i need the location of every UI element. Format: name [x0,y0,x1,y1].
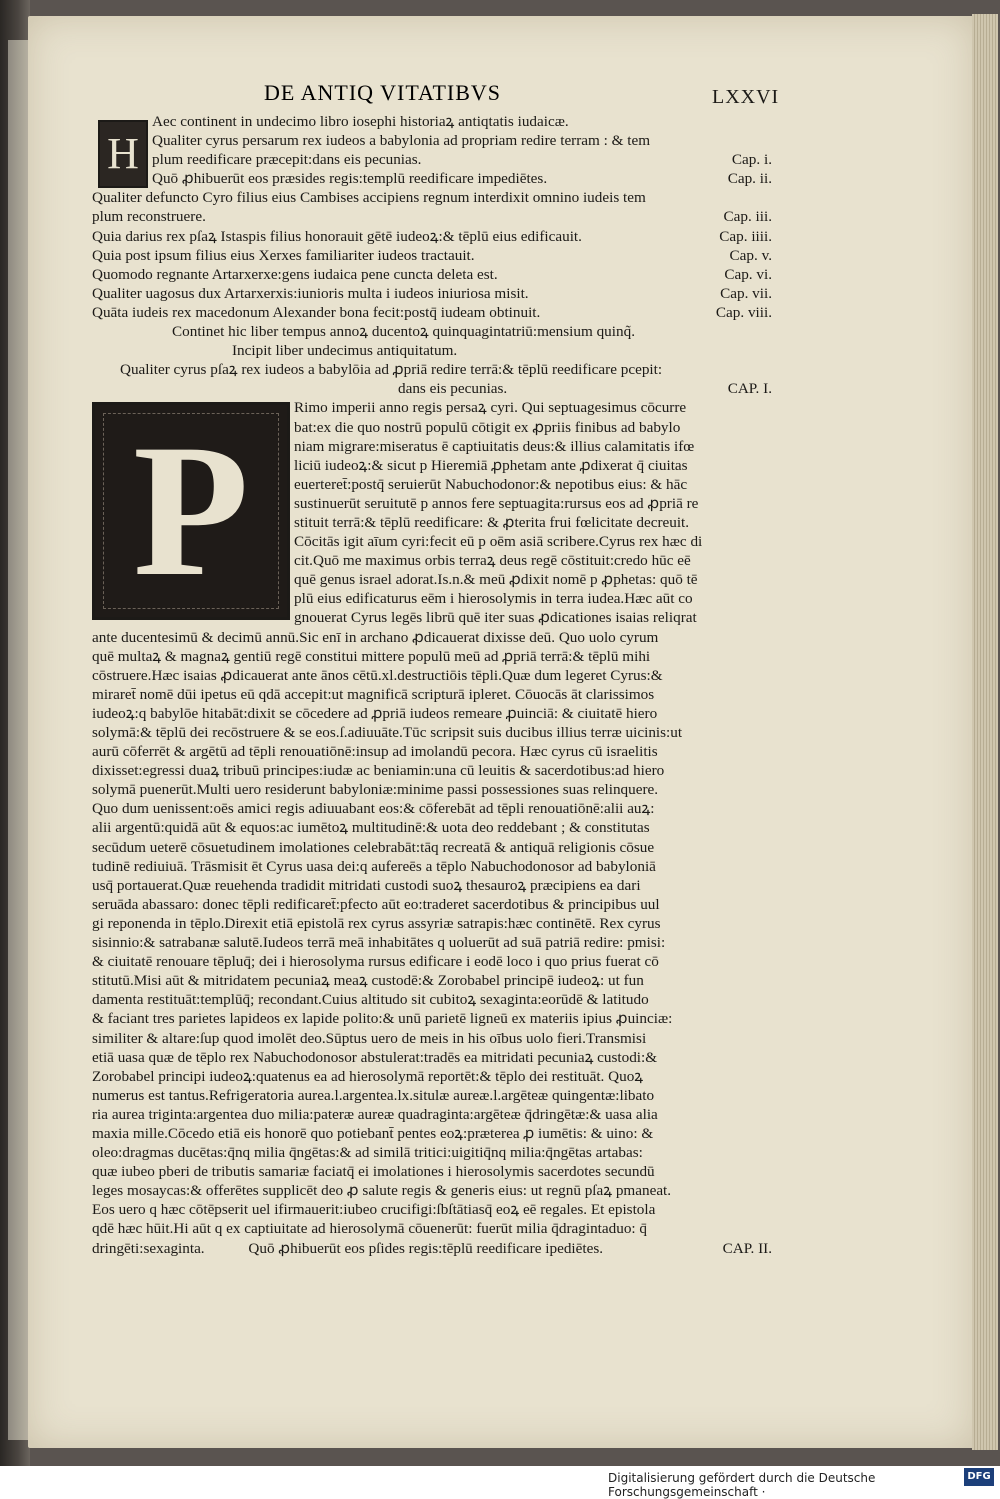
last-text-line: dringēti:sexaginta. [92,1239,205,1257]
toc-text: Quāta iudeis rex macedonum Alexander bona fecit:postq̄ iudeam obtinuit. [92,303,541,321]
toc-cap: Cap. v. [729,246,772,264]
incipit-line: Incipit liber undecimus antiquitatum. [232,342,458,360]
toc-line [92,284,772,303]
chapter-cap: CAP. I. [727,380,772,398]
text-line: & faciant tres parietes lapideos ex lapide polito:& unū parietē ligneū ex materiis ipius ꝓuinciæ: [92,1010,673,1028]
page-edges [972,14,998,1450]
text-line: solymā puenerūt.Multi uero residerunt babyloniæ:minime passi possessiones suas relinquere. [92,781,659,799]
text-line: oleo:dragmas ducētas:q̄nq milia q̄ngētas:& ad similā tritici:uigitiq̄nq milia:q̄ngētas artabas: [92,1144,643,1162]
chapter-title-line [92,379,772,398]
text-line: plū eius edificaturus eēm i hierosolymis in terra iudea.Hæc aūt co [294,590,693,608]
folio-number: LXXVI [712,86,780,108]
text-line: stituit terrā:& tēplū reedificare: & ꝓterita frui fœlicitate decreuit. [294,513,690,531]
toc-text: Quia post ipsum filius eius Xerxes familiariter iudeos tractauit. [92,246,475,264]
text-line: Quo dum uenissent:oēs amici regis adiuuabant eos:& cōferebāt ad tēpli renouatiōnē:alii auꝝ: [92,800,655,818]
toc-text: Qualiter cyrus persarum rex iudeos a babylonia ad propriam redire terram : & tem [152,132,651,150]
text-line: quē multaꝝ & magnaꝝ gentiū regē constitui mittere populū meū ad ꝓpriā terrā:& tēplū mihi [92,647,651,665]
toc-line [92,112,772,131]
text-line: cōstruere.Hæc isaias ꝓdicauerat ante ānos cētū.xl.destructiōis tēpli.Quæ dum legeret Cyrus:& [92,666,663,684]
toc-text: plum reedificare præcepit:dans eis pecunias. [152,151,422,169]
digitization-credit: Digitalisierung gefördert durch die Deutsche Forschungsgemeinschaft · [608,1471,876,1499]
chapter-title-line: Qualiter cyrus pſaꝝ rex iudeos a babylōia ad ꝓpriā redire terrā:& tēplū reedificare pcepit: [120,361,663,379]
toc-text: Qualiter uagosus dux Artarxerxis:iunioris multa i iudeos iniuriosa misit. [92,284,529,302]
text-line: & ciuitatē renouare tēpluq̄; dei i hierosolyma rursus edificare i eodē loco i quo prius fuerat cō [92,953,659,971]
text-line: aurū cōferrēt & argētū ad tēpli renouatiōnē:insup ad imolandū pecora. Hæc cyrus cū israelitis [92,743,658,761]
toc-line [92,227,772,246]
text-body [92,112,772,1258]
text-line: sisinnio:& satrabanæ salutē.Iudeos terrā meā inhabitātes q uoluerūt ad suā patriā redire: pmisi: [92,934,666,952]
text-line: seruāda abassaro: donec tēpli redificaret̄:pfecto aūt eo:traderet sacerdotibus & principibus uul [92,895,660,913]
initial-letter: P [132,406,250,616]
toc-text: Qualiter defuncto Cyro filius eius Cambises accipiens regnum interdixit omnino iudeis tem [92,189,646,207]
toc-line [92,131,772,150]
toc-text: Quia darius rex pſaꝝ Istaspis filius honorauit gētē iudeoꝝ:& tēplū eius edificauit. [92,227,582,245]
text-line: numerus est tantus.Refrigeratoria aurea.l.argentea.lx.situlæ aureæ.l.argēteæ quingentæ:libato [92,1086,655,1104]
toc-line [92,150,772,169]
text-line: damenta restituāt:templūq̄; recondant.Cuius altitudo sit cubitoꝝ sexaginta:eorūdē & latitudo [92,991,649,1009]
text-line: ria aurea triginta:argentea duo milia:pateræ aureæ quadraginta:argēteæ q̄dringētæ:& uasa alia [92,1105,658,1123]
toc-line [92,303,772,322]
toc-cap: Cap. viii. [715,303,772,321]
text-line: gi reponenda in tēplo.Direxit etiā epistolā rex cyrus assyriæ satrapis:hæc continētē. Rex cyrus [92,914,661,932]
text-line: Eos uero q hæc cōtēpserit uel ifirmauerit:iubeo crucifigi:ſbſtātiasq̄ eoꝝ eē regales. Et epistola [92,1201,656,1219]
text-line: iudeoꝝ:q babylōe hitabāt:dixit se cōcedere ad ꝓpriā iudeos remeare ꝓuinciā: & ciuitatē hiero [92,704,658,722]
text-line: alii argentū:quidā aūt & equos:ac iumētoꝝ multitudinē:& uota deo reddebant ; & constitutas [92,819,650,837]
closing-cap: CAP. II. [722,1239,772,1257]
main-text [92,628,772,1239]
toc-cap: Cap. iiii. [719,227,772,245]
toc-line [92,188,772,207]
text-line: liciū iudeoꝝ:& sicut p Hieremiā ꝓphetam ante ꝓdixerat q̄ ciuitas [294,456,688,474]
text-line: quē genus israel adorat.Is.n.& meū ꝓdixit nomē p ꝓphetas: quō tē [294,571,698,589]
text-line: niam migrare:miseratus ē captiuitatis deus:& illius calamitatis ifœ [294,437,695,455]
toc-line [92,169,772,188]
toc-line [92,246,772,265]
toc-text: Quō ꝓhibuerūt eos præsides regis:templū reedificare impediētes. [152,170,548,188]
text-line: leges mosaycas:& offerētes supplicēt deo ꝓ salute regis & generis eius: ut regnū pſaꝝ pmaneat. [92,1182,672,1200]
toc-cap: Cap. vi. [724,265,772,283]
toc-text: Quomodo regnante Artarxerxe:gens iudaica pene cuncta deleta est. [92,265,498,283]
text-line: Cōcitās igit aīum cyri:fecit eū p oēm asiā scribere.Cyrus rex hæc di [294,533,703,551]
toc-cap: Cap. i. [731,151,772,169]
text-line: tudinē rediuiuā. Trāsmisit ēt Cyrus uasa dei:q aufereēs a tēplo Nabuchodonosor ad babyloniā [92,857,656,875]
text-line: solymā:& tēplū dei recōstruere & se eos.ſ.adiuuāte.Tūc scripsit suis ducibus illius terræ uicinis:ut [92,724,683,741]
text-line: usq̄ portauerat.Quæ reuehenda tradidit mitridati custodi suoꝝ thesauroꝝ præcipiens ea dari [92,876,641,894]
text-line: similiter & altare:ſup quod imolēt deo.Sūptus uero de meis in his oībus uolo fieri.Transmisi [92,1029,647,1047]
toc-text: Aec continent in undecimo libro iosephi historiaꝝ antiqtatis iudaicæ. [152,113,569,130]
table-of-contents [92,112,772,322]
decorated-initial-small: H [98,120,148,188]
text-line: maxia mille.Cōcedo etiā eis honorē quo potiebant̄ pentes eoꝝ:præterea ꝓ iumētis: & uino: & [92,1124,654,1142]
text-line: quæ iubeo pberi de tributis samariæ faciatq̄ ei imolationes i hierosolymis sacerdotes secundū [92,1163,655,1181]
text-line: etiā uasa quæ de tēplo rex Nabuchodonosor abstulerat:tradēs ea mitridati pecuniaꝝ custodi:& [92,1048,658,1066]
text-line: Rimo imperii anno regis persaꝝ cyri. Qui septuagesimus cōcurre [294,399,687,417]
text-line: ante ducentesimū & decimū annū.Sic enī in archano ꝓdicauerat dixisse deū. Quo uolo cyrum [92,628,659,646]
dfg-logo: DFG [964,1468,994,1486]
text-line: bat:ex die quo nostrū populū cōtigit ex ꝓpriis finibus ad babylo [294,418,681,436]
closing-heading: dringēti:sexaginta. Quō ꝓhibuerūt eos pſides regis:tēplū reedificare ipediētes. [92,1239,604,1257]
text-line: stitutū.Misi aūt & mitridatem pecuniaꝝ meaꝝ custodē:& Zorobabel principē iudeoꝝ: ut fun [92,972,644,990]
toc-cap: Cap. vii. [720,284,772,302]
text-line: secūdum ueterē cōsuetudinem imolationes celebrabāt:tāq recreatā & antiquā religionis cōsue [92,838,655,856]
text-line: qdē hæc hūit.Hi aūt q ex captiuitate ad hierosolymā cōuenerūt: fuerūt milia q̄dragintaduo: q̄ [92,1220,648,1238]
closing-heading-line [92,1239,772,1258]
text-line: dixisset:egressi duaꝝ tribuū principes:iudæ ac beniamin:una cū leuitis & sacerdotibus:ad hiero [92,762,665,780]
text-line: cit.Quō me maximus orbis terraꝝ deus regē cōstituit:credo hūc eē [294,552,691,570]
toc-line [92,265,772,284]
running-title: DE ANTIQ VITATIBVS [264,80,502,105]
text-line: euerteret̄:postq̄ seruierūt Nabuchodonor:& nepotibus eius: & hāc [294,475,688,493]
text-line: miraret̄ nomē dūi ipetus eū qdā accepit:ut magnificā scripturā ipleret. Cōuocās āt clarissimos [92,685,655,703]
toc-line [92,207,772,226]
toc-text: plum reconstruere. [92,208,206,226]
toc-cap: Cap. ii. [727,170,772,188]
chapter-title-cont: dans eis pecunias. [398,380,508,398]
text-line: sustinuerūt seruitutē p annos fere septuagita:rursus eos ad ꝓpriā re [294,494,699,512]
text-line: Zorobabel principi iudeoꝝ:quatenus ea ad hierosolymā reportēt:& tēplo dei restituāt. Quoꝝ [92,1067,644,1085]
toc-cap: Cap. iii. [723,208,772,226]
text-beside-initial [92,398,772,627]
text-line: gnouerat Cyrus legēs librū quē iter suas ꝓdicationes isaias reliqrat [294,609,697,627]
continet-line: Continet hic liber tempus annoꝝ ducentoꝝ quinquagintatriū:mensium quinq̃. [172,323,635,341]
